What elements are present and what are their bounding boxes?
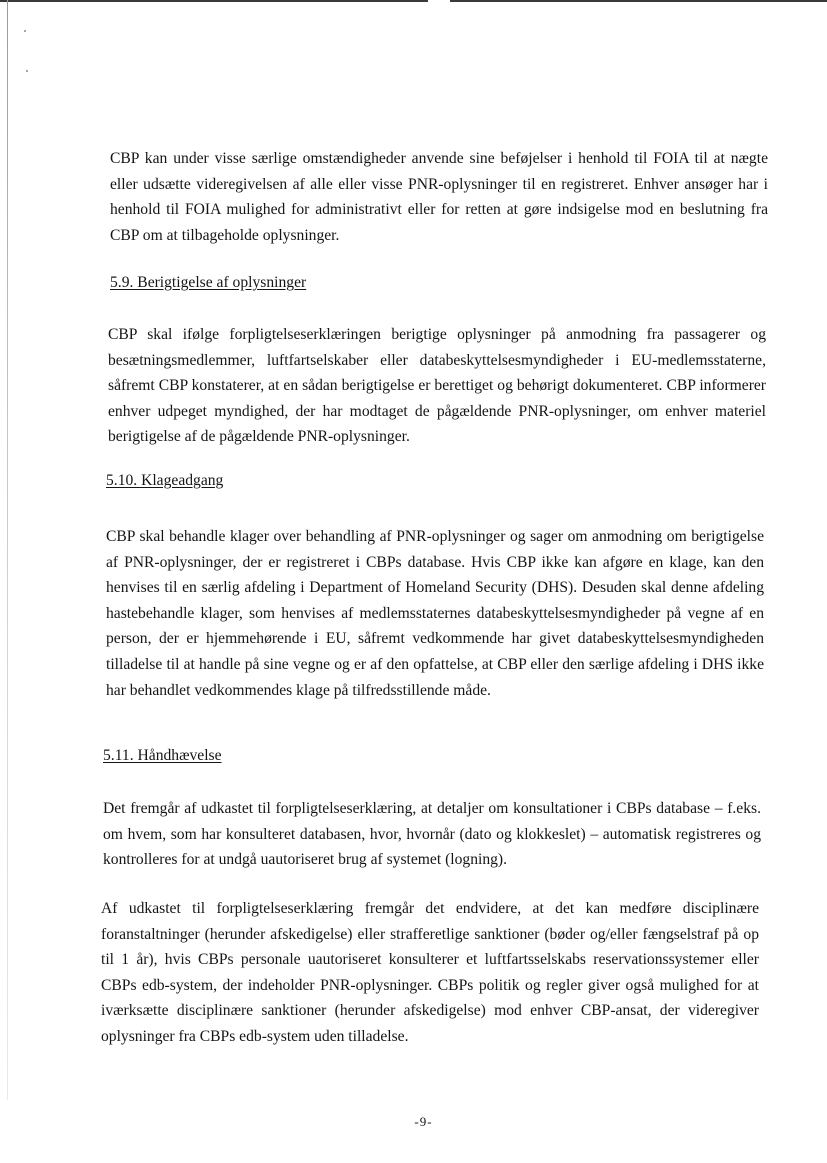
paragraph-foia-refusal: CBP kan under visse særlige omstændigheder anvende sine beføjelser i henhold til FOIA til at nægte eller udsætte videregivelsen af alle eller visse PNR-oplysninger til en registreret. Enhver ansøger har i henhold til FOIA mulighed for administrativt eller for retten at gøre indsigelse mod en beslutning fra CBP om at tilbageholde oplysninger. [110, 150, 768, 244]
page-number: -9- [414, 1114, 433, 1129]
paragraph-complaints: CBP skal behandle klager over behandling af PNR-oplysninger og sager om anmodning om berigtigelse af PNR-oplysninger, der er registreret i CBPs database. Hvis CBP ikke kan afgøre en klage, kan den henvises til en særlig afdeling i Department of Homeland Security (DHS). Desuden skal denne afdeling hastebehandle klager, som henvises af medlemsstaternes databeskyttelsesmyndigheder på vegne af en person, der er hjemmehørende i EU, såfremt vedkommende har givet databeskyttelsesmyndigheden tilladelse til at handle på sine vegne og er af den opfattelse, at CBP eller den særlige afdeling i DHS ikke har behandlet vedkommendes klage på tilfredsstillende måde. [106, 528, 764, 699]
scan-left-edge-shadow [7, 0, 8, 1100]
section-heading-5-9: 5.9. Berigtigelse af oplysninger [110, 274, 307, 291]
top-border-line [0, 0, 827, 2]
scan-speck [26, 70, 28, 72]
top-border-gap [428, 0, 450, 2]
section-heading-5-10: 5.10. Klageadgang [106, 472, 224, 489]
paragraph-sanctions: Af udkastet til forpligtelseserklæring fremgår det endvidere, at det kan medføre disciplinære foranstaltninger (herunder afskedigelse) eller strafferetlige sanktioner (bøder og/eller fængselstraf på op til 1 år), hvis CBPs personale uautoriseret konsulterer et luftfartsselskabs reservationssystemer eller CBPs edb-system, der indeholder PNR-oplysninger. CBPs politik og regler giver også mulighed for at iværksætte disciplinære sanktioner (herunder afskedigelse) mod enhver CBP-ansat, der videregiver oplysninger fra CBPs edb-system uden tilladelse. [101, 900, 759, 1045]
scan-speck [24, 30, 26, 32]
section-heading-5-11: 5.11. Håndhævelse [103, 747, 222, 764]
paragraph-rectification: CBP skal ifølge forpligtelseserklæringen berigtige oplysninger på anmodning fra passagerer og besætningsmedlemmer, luftfartselskaber eller databeskyttelsesmyndigheder i EU-medlemsstaterne, såfremt CBP konstaterer, at en sådan berigtigelse er berettiget og behørigt dokumenteret. CBP informerer enhver udpeget myndighed, der har modtaget de pågældende PNR-oplysninger, om enhver materiel berigtigelse af de pågældende PNR-oplysninger. [108, 326, 766, 446]
paragraph-logging: Det fremgår af udkastet til forpligtelseserklæring, at detaljer om konsultationer i CBPs database – f.eks. om hvem, som har konsulteret databasen, hvor, hvornår (dato og klokkeslet) – automatisk registreres og kontrolleres for at undgå uautoriseret brug af systemet (logning). [103, 800, 761, 869]
